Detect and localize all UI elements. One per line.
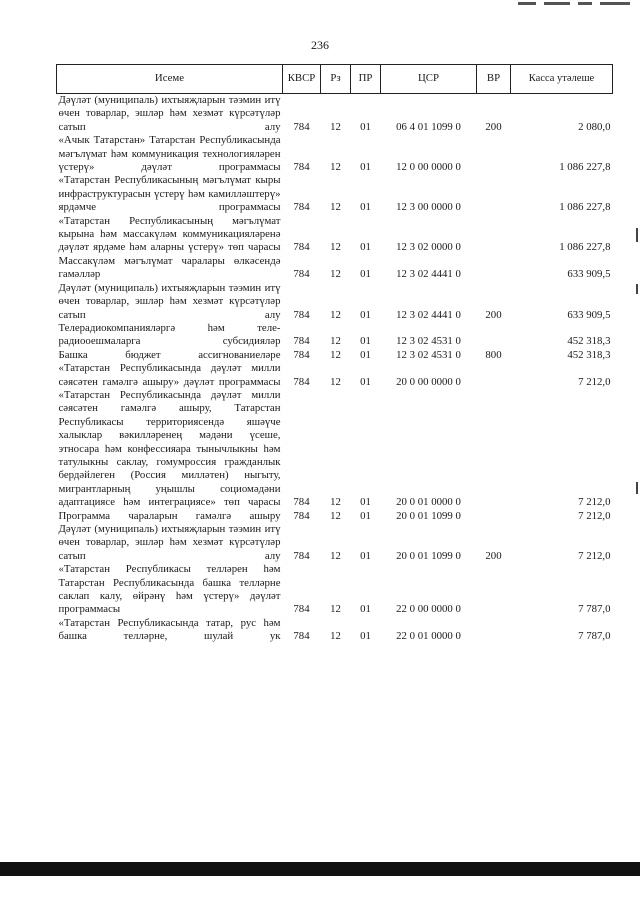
row-pr: 01 <box>360 375 371 388</box>
row-amount: 452 318,3 <box>567 348 611 361</box>
scan-edge-marks <box>514 0 640 8</box>
row-pr: 01 <box>360 241 371 254</box>
row-vr <box>477 510 511 523</box>
row-amount: 452 318,3 <box>567 335 611 348</box>
scan-bottom-edge <box>0 862 640 876</box>
row-rz: 12 <box>330 241 341 254</box>
row-vr: 200 <box>485 549 502 562</box>
row-vr <box>477 362 511 389</box>
row-kvsr: 784 <box>293 335 310 348</box>
header-csr: ЦСР <box>381 65 477 94</box>
row-vr <box>477 255 511 282</box>
header-pr: ПР <box>351 65 381 94</box>
row-amount: 633 909,5 <box>567 308 611 321</box>
row-rz: 12 <box>330 348 341 361</box>
row-rz: 12 <box>330 161 341 174</box>
row-vr: 200 <box>485 120 502 133</box>
table-row <box>57 282 613 322</box>
row-csr: 12 3 02 4531 0 <box>396 335 461 348</box>
row-vr: 200 <box>485 308 502 321</box>
table-header-row <box>57 65 613 94</box>
row-vr <box>477 617 511 644</box>
table-row <box>57 322 613 349</box>
table-row <box>57 174 613 214</box>
table-row <box>57 523 613 563</box>
row-rz: 12 <box>330 120 341 133</box>
table-row <box>57 362 613 389</box>
row-amount: 7 212,0 <box>578 496 611 509</box>
header-kassa: Касса утәлеше <box>511 65 613 94</box>
row-name: «Татарстан Республикасында татар, рус һәм башка телләрне, шулай ук <box>58 616 281 643</box>
row-vr <box>477 322 511 349</box>
row-csr: 20 0 01 1099 0 <box>396 509 461 522</box>
row-pr: 01 <box>360 496 371 509</box>
table-row <box>57 510 613 523</box>
row-vr <box>477 134 511 174</box>
row-name: Башка бюджет ассигнованиеләре <box>58 348 281 361</box>
row-amount: 7 212,0 <box>578 509 611 522</box>
row-pr: 01 <box>360 630 371 643</box>
row-csr: 12 3 02 4531 0 <box>396 348 461 361</box>
table-row <box>57 389 613 510</box>
row-name: Программа чараларын гамәлгә ашыру <box>58 509 281 522</box>
row-amount: 2 080,0 <box>578 120 611 133</box>
row-vr <box>477 389 511 510</box>
table-row <box>57 617 613 644</box>
row-rz: 12 <box>330 603 341 616</box>
scan-margin-mark <box>636 482 638 494</box>
row-name: Дәүләт (муниципаль) ихтыяҗларын тәэмин итү өчен товарлар, эшләр һәм хезмәт күрсәтүләр сатып алу <box>58 281 281 321</box>
row-name: «Ачык Татарстан» Татарстан Республикасында мәгълүмат һәм коммуникация технологияләрен үстерү» дәүләт программасы <box>58 134 281 174</box>
row-rz: 12 <box>330 509 341 522</box>
row-rz: 12 <box>330 630 341 643</box>
row-vr <box>477 215 511 255</box>
row-csr: 20 0 00 0000 0 <box>396 375 461 388</box>
header-kvsr: КВСР <box>283 65 321 94</box>
row-rz: 12 <box>330 268 341 281</box>
row-vr <box>477 174 511 214</box>
row-pr: 01 <box>360 335 371 348</box>
row-csr: 22 0 01 0000 0 <box>396 630 461 643</box>
row-rz: 12 <box>330 375 341 388</box>
row-pr: 01 <box>360 549 371 562</box>
row-name: Массакүләм мәгълүмат чаралары өлкәсендә гамәлләр <box>58 254 281 281</box>
row-csr: 12 0 00 0000 0 <box>396 161 461 174</box>
row-pr: 01 <box>360 201 371 214</box>
row-pr: 01 <box>360 348 371 361</box>
row-rz: 12 <box>330 308 341 321</box>
header-rz: Рз <box>321 65 351 94</box>
table-row <box>57 563 613 617</box>
table-row <box>57 349 613 362</box>
row-rz: 12 <box>330 201 341 214</box>
table-row <box>57 255 613 282</box>
row-name: «Татарстан Республикасының мәгълүмат кыры инфраструктурасын үстерү һәм камилләштерү» ярдәмче программасы <box>58 174 281 214</box>
row-amount: 1 086 227,8 <box>559 241 611 254</box>
row-pr: 01 <box>360 268 371 281</box>
row-name: Телерадиокомпанияләргә һәм теле-радиооешмаларга субсидияләр <box>58 321 281 348</box>
table-row <box>57 215 613 255</box>
row-kvsr: 784 <box>293 509 310 522</box>
row-kvsr: 784 <box>293 549 310 562</box>
row-rz: 12 <box>330 335 341 348</box>
row-amount: 7 212,0 <box>578 549 611 562</box>
row-rz: 12 <box>330 549 341 562</box>
table-row <box>57 94 613 135</box>
row-kvsr: 784 <box>293 603 310 616</box>
row-csr: 20 0 01 0000 0 <box>396 496 461 509</box>
row-name: «Татарстан Республикасында дәүләт милли сәясәтен гамәлгә ашыру, Татарстан Республикасы территориясендә яшәүче халыклар вәкилләренең мәдәни үсеше, этносара һәм конфессияара тынычлыкны һәм татулыкны саклау, гомумроссия гражданлык бердәйлеген (Россия милләтен) ныгыту, мигрантларның уңышлы социомәдәни адаптациясе һәм интеграциясе» төп чарасы <box>58 388 281 509</box>
row-amount: 1 086 227,8 <box>559 201 611 214</box>
row-kvsr: 784 <box>293 308 310 321</box>
row-name: Дәүләт (муниципаль) ихтыяҗларын тәэмин итү өчен товарлар, эшләр һәм хезмәт күрсәтүләр сатып алу <box>58 94 281 133</box>
table-row <box>57 134 613 174</box>
row-amount: 7 787,0 <box>578 603 611 616</box>
scan-margin-mark <box>636 228 638 242</box>
row-kvsr: 784 <box>293 161 310 174</box>
row-kvsr: 784 <box>293 268 310 281</box>
header-vr: ВР <box>477 65 511 94</box>
row-pr: 01 <box>360 308 371 321</box>
scan-margin-mark <box>636 284 638 294</box>
table-body <box>57 94 613 644</box>
row-kvsr: 784 <box>293 375 310 388</box>
row-kvsr: 784 <box>293 120 310 133</box>
row-name: «Татарстан Республикасының мәгълүмат кырына һәм массакүләм коммуникацияләренә дәүләт ярдәме һәм аларны үстерү» төп чарасы <box>58 214 281 254</box>
row-name: Дәүләт (муниципаль) ихтыяҗларын тәэмин итү өчен товарлар, эшләр һәм хезмәт күрсәтүләр сатып алу <box>58 523 281 562</box>
row-vr <box>477 563 511 617</box>
row-amount: 7 212,0 <box>578 375 611 388</box>
row-csr: 20 0 01 1099 0 <box>396 549 461 562</box>
page-number: 236 <box>311 38 329 52</box>
row-kvsr: 784 <box>293 630 310 643</box>
row-amount: 7 787,0 <box>578 630 611 643</box>
row-csr: 12 3 02 4441 0 <box>396 308 461 321</box>
row-csr: 12 3 00 0000 0 <box>396 201 461 214</box>
row-pr: 01 <box>360 120 371 133</box>
row-kvsr: 784 <box>293 348 310 361</box>
row-pr: 01 <box>360 603 371 616</box>
budget-table <box>56 64 613 644</box>
row-amount: 633 909,5 <box>567 268 611 281</box>
row-rz: 12 <box>330 496 341 509</box>
row-pr: 01 <box>360 509 371 522</box>
row-pr: 01 <box>360 161 371 174</box>
row-csr: 12 3 02 4441 0 <box>396 268 461 281</box>
row-kvsr: 784 <box>293 201 310 214</box>
row-csr: 06 4 01 1099 0 <box>396 120 461 133</box>
row-name: «Татарстан Республикасында дәүләт милли сәясәтен гамәлгә ашыру» дәүләт программасы <box>58 362 281 388</box>
header-name: Исеме <box>57 65 283 94</box>
row-kvsr: 784 <box>293 241 310 254</box>
row-csr: 22 0 00 0000 0 <box>396 603 461 616</box>
row-csr: 12 3 02 0000 0 <box>396 241 461 254</box>
row-name: «Татарстан Республикасы телләрен һәм Татарстан Республикасында башка телләрне саклап калу, өйрәнү һәм үстерү» дәүләт программасы <box>58 563 281 616</box>
row-amount: 1 086 227,8 <box>559 161 611 174</box>
row-kvsr: 784 <box>293 496 310 509</box>
row-vr: 800 <box>485 348 502 361</box>
